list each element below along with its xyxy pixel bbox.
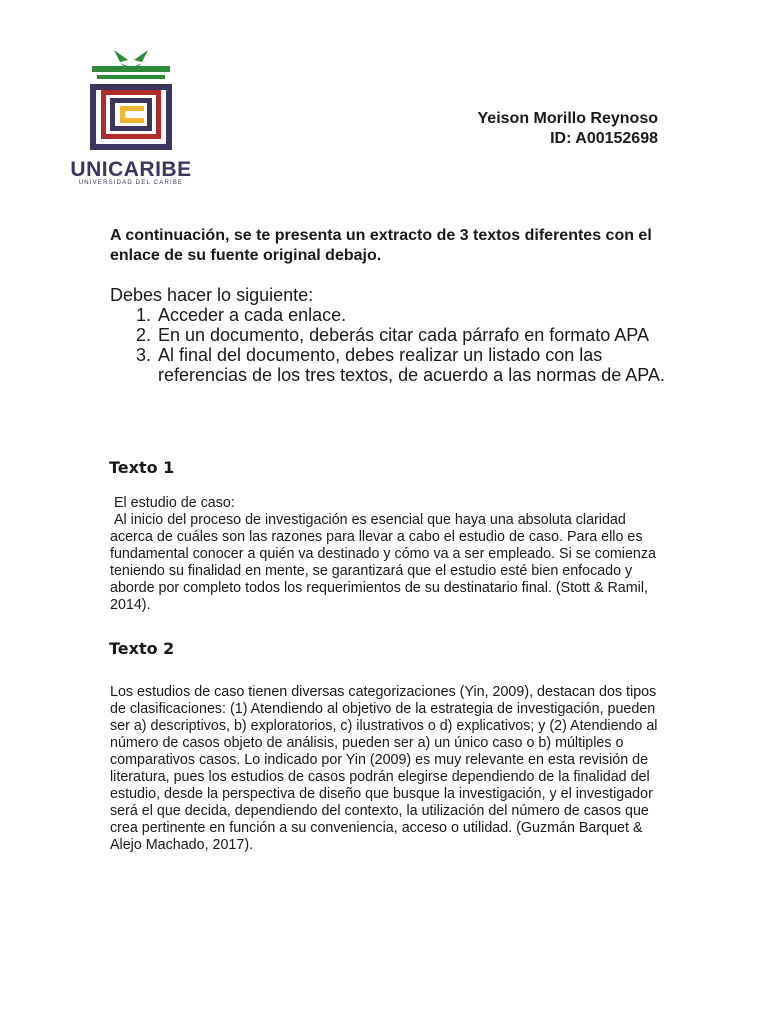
- texto1-title: Texto 1: [109, 458, 175, 477]
- instructions-heading: Debes hacer lo siguiente:: [110, 285, 314, 305]
- texto1-body: Al inicio del proceso de investigación es esencial que haya una absoluta claridad acerca de cuáles son las razones para llevar a cabo el estudio de caso. Para ello es fundamental conocer a quién va destinado y cómo va a ser empleado. Si se comienza teniendo su finalidad en mente, se garantizará que el estudio esté bien enfocado y aborde por completo todos los requerimientos de su destinatario final. (Stott & Ramil, 2014).: [110, 512, 660, 613]
- instructions: [110, 285, 670, 385]
- author-id: ID: A00152698: [550, 130, 658, 147]
- texto2-body: Los estudios de caso tienen diversas categorizaciones (Yin, 2009), destacan dos tipos de clasificaciones: (1) Atendiendo al objetivo de la estrategia de investigación, pueden ser a) descriptivos, b) exploratorios, c) ilustrativos o d) explicativos; y (2) Atendiendo al número de casos objeto de análisis, pueden ser a) un único caso o b) múltiples o comparativos casos. Lo indicado por Yin (2009) es muy relevante en esta revisión de literatura, pues los estudios de casos podrán elegirse dependiendo de la finalidad del estudio, desde la perspectiva de diseño que busque la investigación, y el investigador será el que decida, dependiendo del contexto, la utilización del número de casos que crea pertinente en función a su conveniencia, acceso o utilidad. (Guzmán Barquet & Alejo Machado, 2017).: [110, 684, 658, 853]
- texto2-title: Texto 2: [109, 639, 175, 658]
- instructions-list: [110, 305, 670, 385]
- instruction-step: 3. Al final del documento, debes realizar un listado con las referencias de los tres textos, de acuerdo a las normas de APA.: [156, 345, 670, 385]
- texto1-subtitle: El estudio de caso:: [110, 495, 235, 511]
- unicaribe-logo: [68, 46, 194, 186]
- logo-subtitle: UNIVERSIDAD DEL CARIBE: [78, 180, 184, 186]
- intro-paragraph: A continuación, se te presenta un extracto de 3 textos diferentes con el enlace de su fuente original debajo.: [110, 227, 652, 264]
- instruction-step: 2. En un documento, deberás citar cada párrafo en formato APA: [156, 325, 670, 345]
- author-name: Yeison Morillo Reynoso: [477, 110, 658, 127]
- instruction-step: 1. Acceder a cada enlace.: [156, 305, 670, 325]
- author-block: [478, 109, 658, 149]
- logo-wordmark: UNICARIBE: [70, 158, 192, 181]
- unicaribe-emblem-icon: [68, 46, 194, 158]
